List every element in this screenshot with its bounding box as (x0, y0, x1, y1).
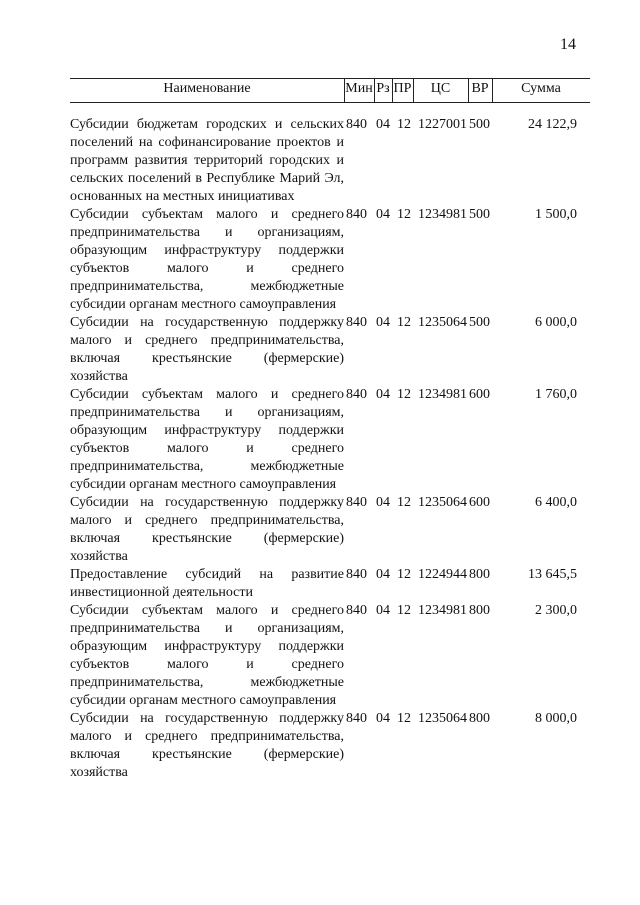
row-cs: 1227001 (418, 117, 467, 132)
row-min: 840 (346, 315, 367, 330)
row-rz: 04 (376, 117, 390, 132)
row-vr: 500 (469, 315, 490, 330)
row-vr: 600 (469, 495, 490, 510)
row-name: Субсидии бюджетам городских и сельских поселений на софинансирование проектов и программ развития территорий городских и сельских поселений в Республике Марий Эл, основанных на местных инициативах (70, 117, 344, 204)
row-sum: 6 400,0 (535, 495, 577, 510)
row-min: 840 (346, 567, 367, 582)
table-body (70, 116, 590, 782)
row-pr: 12 (397, 117, 411, 132)
row-name: Субсидии на государственную поддержку малого и среднего предпринимательства, включая крестьянские (фермерские) хозяйства (70, 711, 344, 780)
row-rz: 04 (376, 567, 390, 582)
table-header (70, 78, 590, 103)
row-pr: 12 (397, 603, 411, 618)
row-pr: 12 (397, 207, 411, 222)
row-name: Субсидии субъектам малого и среднего предпринимательства и организациям, образующим инфраструктуру поддержки субъектов малого и среднего предпринимательства, межбюджетные субсидии органам местного самоуправления (70, 207, 344, 312)
row-pr: 12 (397, 315, 411, 330)
row-vr: 500 (469, 207, 490, 222)
header-vr: ВР (471, 81, 489, 96)
row-min: 840 (346, 495, 367, 510)
table-row (70, 314, 590, 386)
row-sum: 2 300,0 (535, 603, 577, 618)
header-sum: Сумма (521, 81, 561, 96)
row-vr: 800 (469, 567, 490, 582)
row-name: Субсидии субъектам малого и среднего предпринимательства и организациям, образующим инфраструктуру поддержки субъектов малого и среднего предпринимательства, межбюджетные субсидии органам местного самоуправления (70, 603, 344, 708)
row-pr: 12 (397, 711, 411, 726)
row-vr: 800 (469, 603, 490, 618)
table-row (70, 206, 590, 314)
header-name: Наименование (163, 81, 251, 96)
header-min: Мин (345, 81, 373, 96)
row-rz: 04 (376, 387, 390, 402)
row-vr: 500 (469, 117, 490, 132)
row-cs: 1234981 (418, 603, 467, 618)
table-row (70, 710, 590, 782)
row-cs: 1224944 (418, 567, 467, 582)
row-rz: 04 (376, 603, 390, 618)
row-sum: 8 000,0 (535, 711, 577, 726)
table-row (70, 602, 590, 710)
row-rz: 04 (376, 315, 390, 330)
row-sum: 6 000,0 (535, 315, 577, 330)
row-min: 840 (346, 711, 367, 726)
row-pr: 12 (397, 567, 411, 582)
row-sum: 1 760,0 (535, 387, 577, 402)
header-pr: ПР (393, 81, 412, 96)
header-top-rule (70, 78, 590, 79)
row-sum: 1 500,0 (535, 207, 577, 222)
table-row (70, 566, 590, 602)
row-cs: 1235064 (418, 495, 467, 510)
row-sum: 13 645,5 (528, 567, 577, 582)
row-min: 840 (346, 387, 367, 402)
table-row (70, 386, 590, 494)
page-number: 14 (560, 36, 576, 53)
row-rz: 04 (376, 711, 390, 726)
table-row (70, 494, 590, 566)
row-cs: 1235064 (418, 711, 467, 726)
row-name: Субсидии на государственную поддержку малого и среднего предпринимательства, включая крестьянские (фермерские) хозяйства (70, 315, 344, 384)
row-rz: 04 (376, 495, 390, 510)
row-cs: 1234981 (418, 387, 467, 402)
row-rz: 04 (376, 207, 390, 222)
row-pr: 12 (397, 495, 411, 510)
row-vr: 800 (469, 711, 490, 726)
row-name: Предоставление субсидий на развитие инвестиционной деятельности (70, 567, 344, 600)
header-bottom-rule (70, 102, 590, 103)
row-sum: 24 122,9 (528, 117, 577, 132)
table-row (70, 116, 590, 206)
header-cs: ЦС (430, 81, 451, 96)
row-pr: 12 (397, 387, 411, 402)
row-name: Субсидии на государственную поддержку малого и среднего предпринимательства, включая крестьянские (фермерские) хозяйства (70, 495, 344, 564)
header-rz: Рз (376, 81, 390, 96)
row-vr: 600 (469, 387, 490, 402)
row-min: 840 (346, 117, 367, 132)
row-min: 840 (346, 603, 367, 618)
row-cs: 1234981 (418, 207, 467, 222)
row-name: Субсидии субъектам малого и среднего предпринимательства и организациям, образующим инфраструктуру поддержки субъектов малого и среднего предпринимательства, межбюджетные субсидии органам местного самоуправления (70, 387, 344, 492)
row-cs: 1235064 (418, 315, 467, 330)
row-min: 840 (346, 207, 367, 222)
